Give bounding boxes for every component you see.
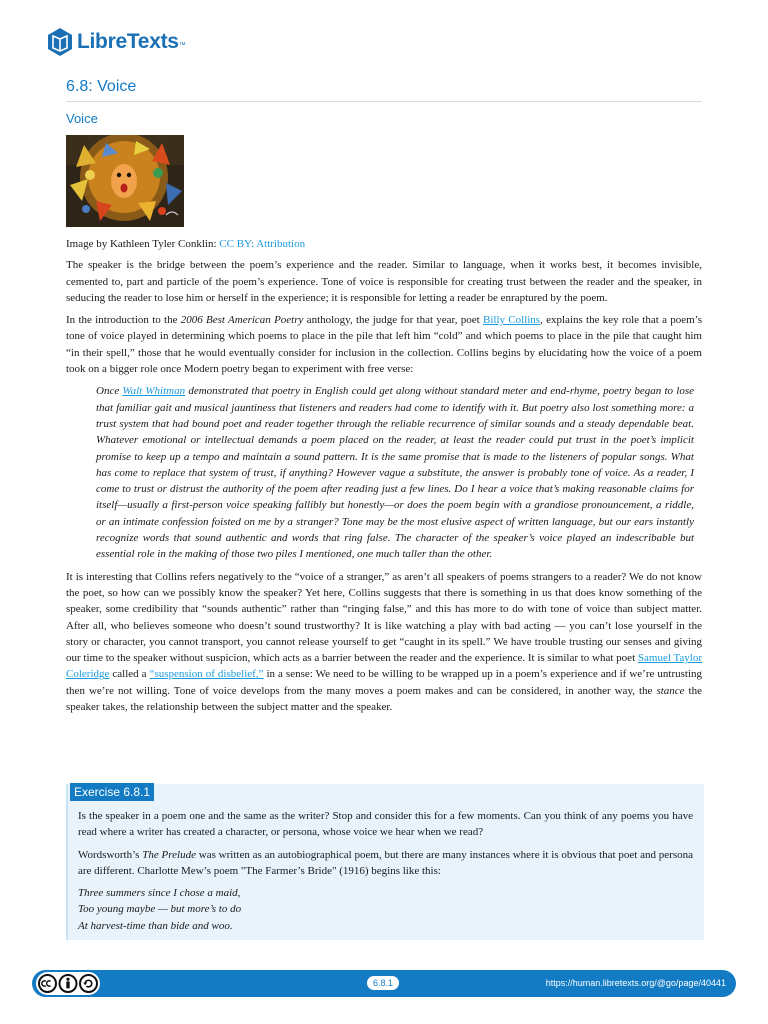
paragraph-text: in a sense: We need to be willing to be wrapped up in a poem’s experience and if we’re untrusting then we’re not willing. Tone of voice develops from the many moves a poem makes and can be considered, in another way, the: [66, 668, 702, 697]
paragraph-text: Wordsworth’s: [78, 848, 143, 861]
attribution-icon: [60, 975, 77, 992]
license-link[interactable]: CC BY: Attribution: [219, 238, 306, 250]
paragraph-text: It is interesting that Collins refers negatively to the “voice of a stranger,” as aren’t all speakers of poems strangers to a reader? We do not know the poet, so how can we possibly know the speaker? Yet here, Collins suggests that there is something in us that does know something of the speaker, some credibility that “sounds authentic” rather than “ringing false,” and this has more to do with tone of voice than subject matter. After all, who believes someone who doesn’t sound trustworthy? It is like watching a play with bad acting — you can’t lose yourself in the story or character, you cannot transport, you cannot release yourself to get “caught in its spell.” We have trouble trusting our senses and giving our time to the speaker without suspicion, which acts as a barrier between the reader and the experience. It is similar to what poet: [66, 570, 702, 665]
libretexts-logo[interactable]: [46, 27, 186, 57]
poem-excerpt: [78, 885, 693, 934]
cc-icon: [39, 975, 56, 992]
collins-quote: [96, 383, 694, 562]
walt-whitman-link[interactable]: Walt Whitman: [122, 385, 186, 398]
image-caption: [66, 236, 702, 252]
paragraph-text: the speaker takes, the relationship between the subject matter and the speaker.: [66, 684, 702, 714]
quote-text: demonstrated that poetry in English could get along without standard meter and end-rhyme, poetry began to lose that familiar gait and musical jauntiness that listeners and readers had come to identify with it. But poetry also lost something more: a trust system that had bound poet and reader together through the reliable recurrence of similar sounds and a steady dependable beat. Whatever emotional or intellectual demands a poem placed on the reader, at least the reader could put trust in the poet’s implicit promise to keep up a tempo and maintain a sound pattern. It is the same promise that is made to the listeners of popular songs. What has come to replace that system of trust, if anything? However vague a substitute, the answer is probably tone of voice. As a reader, I come to trust or distrust the authority of the poem after reading just a few lines. Do I hear a voice that’s making reasonable claims for itself—usually a first-person voice speaking fallibly but honestly—or does the poem begin with a grandiose pronouncement, a riddle, or an intimate confession foisted on me by a stranger? Tone may be the most elusive aspect of written language, but our ears instantly recognize words that sound authentic and words that ring false. The character of the speaker’s voice played an indescribable but essential role in the making of those two piles I mentioned, one much taller than the other.: [96, 385, 694, 561]
paragraph-text: anthology, the judge for that year, poet: [303, 314, 484, 327]
logo-text: LibreTexts: [77, 30, 179, 53]
article-body: [66, 236, 702, 721]
libretexts-hex-icon: [46, 27, 74, 57]
stance-term: stance: [656, 684, 685, 697]
suspension-of-disbelief-link[interactable]: “suspension of disbelief,”: [149, 668, 264, 681]
paragraph-intro: The speaker is the bridge between the poem’s experience and the reader. Similar to language, when it works best, it becomes invisible, cemented to, part and particle of the poem’s experience. Tone of voice is responsible for creating trust between the reader and the speaker, in seducing the reader to lose him or herself in the experience; it is responsible for letting a reader be enraptured by the poem.: [66, 259, 702, 304]
title-divider: [66, 101, 702, 102]
paragraph-text: , explains the key role that a poem’s tone of voice played in determining which poems to place in the pile that left him “cold” and which poems to place in the pile that caught him “in their spell,” those that he would eventually consider for inclusion in the collection. Collins begins by elucidating how the voice of a poem took on a bigger role once Modern poetry began to experiment with free verse:: [66, 314, 703, 376]
paragraph-collins: [66, 312, 702, 377]
prelude-title: The Prelude: [142, 848, 196, 861]
poem-line: Too young maybe — but more’s to do: [78, 903, 242, 916]
poem-line: At harvest-time than bide and woo.: [78, 919, 233, 932]
exercise-question: Is the speaker in a poem one and the same as the writer? Stop and consider this for a few moments. Can you think of any poems you have read where a writer has created a character, or persona, whose voice we hear when we read?: [78, 810, 693, 839]
creative-commons-badge[interactable]: [36, 972, 100, 995]
billy-collins-link[interactable]: Billy Collins: [483, 314, 541, 327]
paragraph-stranger: [66, 569, 702, 716]
caption-text: Image by Kathleen Tyler Conklin:: [66, 238, 220, 250]
paragraph-text: called a: [109, 668, 150, 681]
exercise-label: Exercise 6.8.1: [70, 783, 154, 801]
sharealike-icon: [80, 975, 97, 992]
poem-line: Three summers since I chose a maid,: [78, 887, 241, 900]
exercise-context: [78, 847, 693, 880]
page-title: 6.8: Voice: [66, 78, 137, 95]
anthology-title: 2006 Best American Poetry: [180, 314, 304, 327]
exercise-body: [78, 808, 693, 940]
page-url[interactable]: https://human.libretexts.org/@go/page/40441: [545, 978, 726, 988]
paragraph-text: In the introduction to the: [66, 314, 181, 327]
logo-trademark: ™: [178, 42, 186, 49]
paragraph-text: was written as an autobiographical poem, but there are many instances where it is obvious that poet and persona are different. Charlotte Mew’s poem "The Farmer’s Bride" (1916) begins like this:: [78, 848, 693, 877]
exercise-box: [66, 784, 704, 940]
section-heading: Voice: [66, 111, 98, 126]
voice-artwork-image: [66, 135, 184, 227]
page-number-badge: 6.8.1: [367, 976, 399, 990]
coleridge-link[interactable]: Samuel Taylor Coleridge: [66, 652, 702, 681]
quote-text: Once: [96, 385, 123, 398]
page-footer: [32, 970, 736, 997]
